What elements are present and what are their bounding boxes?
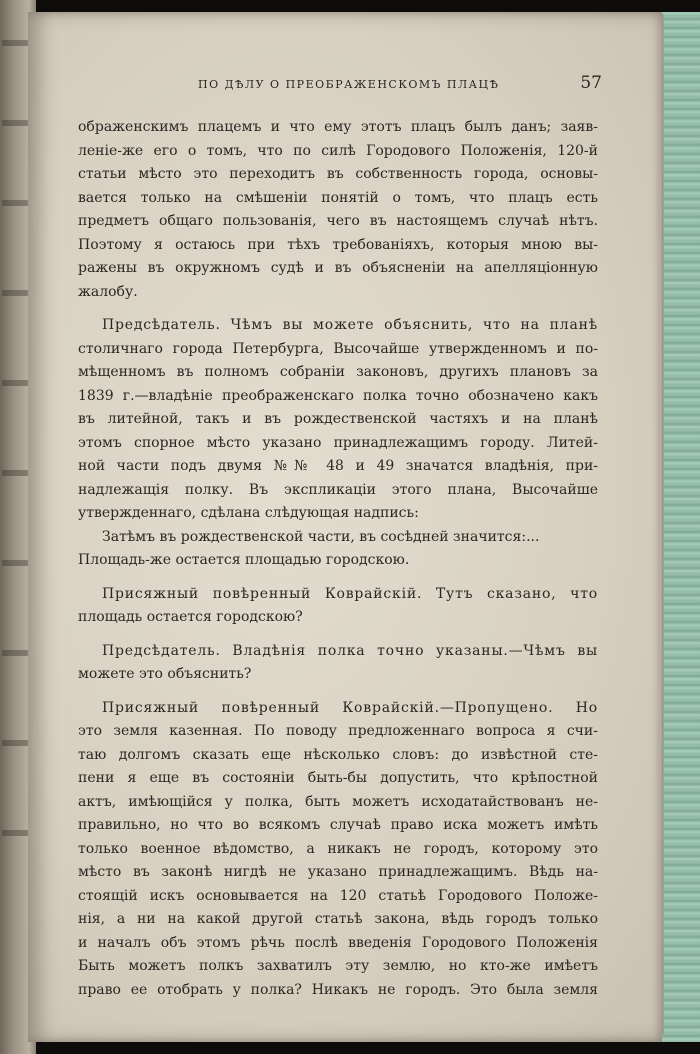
text-line: правильно, но что во всякомъ случаѣ право иска можетъ имѣть (78, 817, 598, 833)
paragraph-gap (78, 687, 598, 697)
text-line: 1839 г.—владѣніе преображенскаго полка точно обозначено какъ (78, 387, 598, 404)
running-header: ПО ДѢЛУ О ПРЕОБРАЖЕНСКОМЪ ПЛАЦѢ (198, 78, 500, 91)
text-line: можете это объяснить? (78, 666, 252, 682)
text-line: ражены въ окружномъ судѣ и въ объясненіи на апелляціонную (78, 260, 598, 276)
text-line: Площадь-же остается площадью городскою. (78, 552, 410, 568)
text-line: жалобу. (78, 283, 138, 300)
text-line: пени я еще въ состояніи быть-бы допустить, что крѣпостной (78, 770, 598, 786)
paragraph-gap (78, 304, 598, 314)
text-line: Предсѣдатель. Чѣмъ вы можете объяснить, что на планѣ (102, 317, 598, 333)
text-line: предметъ общаго пользованія, чего въ настоящемъ случаѣ нѣтъ. (78, 213, 598, 229)
text-line: Поэтому я остаюсь при тѣхъ требованіяхъ, которыя мною вы- (78, 236, 598, 253)
paragraph-gap (78, 573, 598, 583)
text-line: утвержденнаго, сдѣлана слѣдующая надпись: (78, 505, 419, 521)
text-line: леніе-же его о томъ, что по силѣ Городового Положенія, 120-й (78, 142, 598, 159)
text-line: таю долгомъ сказать еще нѣсколько словъ: до извѣстной сте- (78, 746, 598, 763)
page-number: 57 (580, 73, 602, 93)
text-line: въ литейной, такъ и въ рождественской частяхъ и на планѣ (78, 411, 598, 427)
text-line: Предсѣдатель. Владѣнія полка точно указаны.—Чѣмъ вы (102, 642, 598, 659)
text-line: актъ, имѣющійся у полка, быть можетъ исходатайствованъ не- (78, 793, 598, 810)
text-line: мѣсто въ законѣ нигдѣ не указано принадлежащимъ. Вѣдь на- (78, 864, 598, 880)
text-line: и началъ объ этомъ рѣчь послѣ введенія Городового Положенія (78, 934, 598, 951)
text-line: столичнаго города Петербурга, Высочайше утвержденномъ и по- (78, 340, 598, 357)
text-line: надлежащія полку. Въ экспликаціи этого плана, Высочайше (78, 481, 598, 498)
text-line: вается только на смѣшеніи понятій о томъ, что плацъ есть (78, 189, 598, 206)
text-line: только военное вѣдомство, а никакъ не городъ, которому это (78, 840, 598, 857)
paragraph-gap (78, 630, 598, 640)
text-line: Быть можетъ полкъ захватилъ эту землю, но кто-же имѣетъ (78, 958, 598, 974)
book-cover-edge (660, 12, 700, 1042)
text-line: ной части подъ двумя №№ 48 и 49 значатся владѣнія, при- (78, 458, 598, 474)
text-line: Присяжный повѣренный Коврайскій.—Пропущено. Но (102, 699, 598, 716)
book-page (28, 12, 662, 1042)
text-line: нія, а ни на какой другой статьѣ закона, вѣдь городъ только (78, 911, 598, 927)
text-line: это земля казенная. По поводу предложеннаго вопроса я счи- (78, 723, 598, 739)
text-line: право ее отобрать у полка? Никакъ не городъ. Это была земля (78, 981, 598, 998)
text-line: этомъ спорное мѣсто указано принадлежащимъ городу. Литей- (78, 434, 598, 451)
text-line: статьи мѣсто это переходитъ въ собственность города, основы- (78, 166, 598, 182)
text-line: ображенскимъ плацемъ и что ему этотъ плацъ былъ данъ; заяв- (78, 119, 598, 135)
text-line: стоящій искъ основывается на 120 статьѣ Городового Положе- (78, 887, 598, 904)
page-body-text (78, 116, 598, 1002)
text-line: Присяжный повѣренный Коврайскій. Тутъ сказано, что (102, 585, 598, 602)
text-line: мѣщенномъ въ полномъ собраніи законовъ, другихъ плановъ за (78, 364, 598, 380)
text-line: площадь остается городскою? (78, 609, 303, 625)
text-line: Затѣмъ въ рождественской части, въ сосѣдней значится:... (102, 528, 540, 545)
